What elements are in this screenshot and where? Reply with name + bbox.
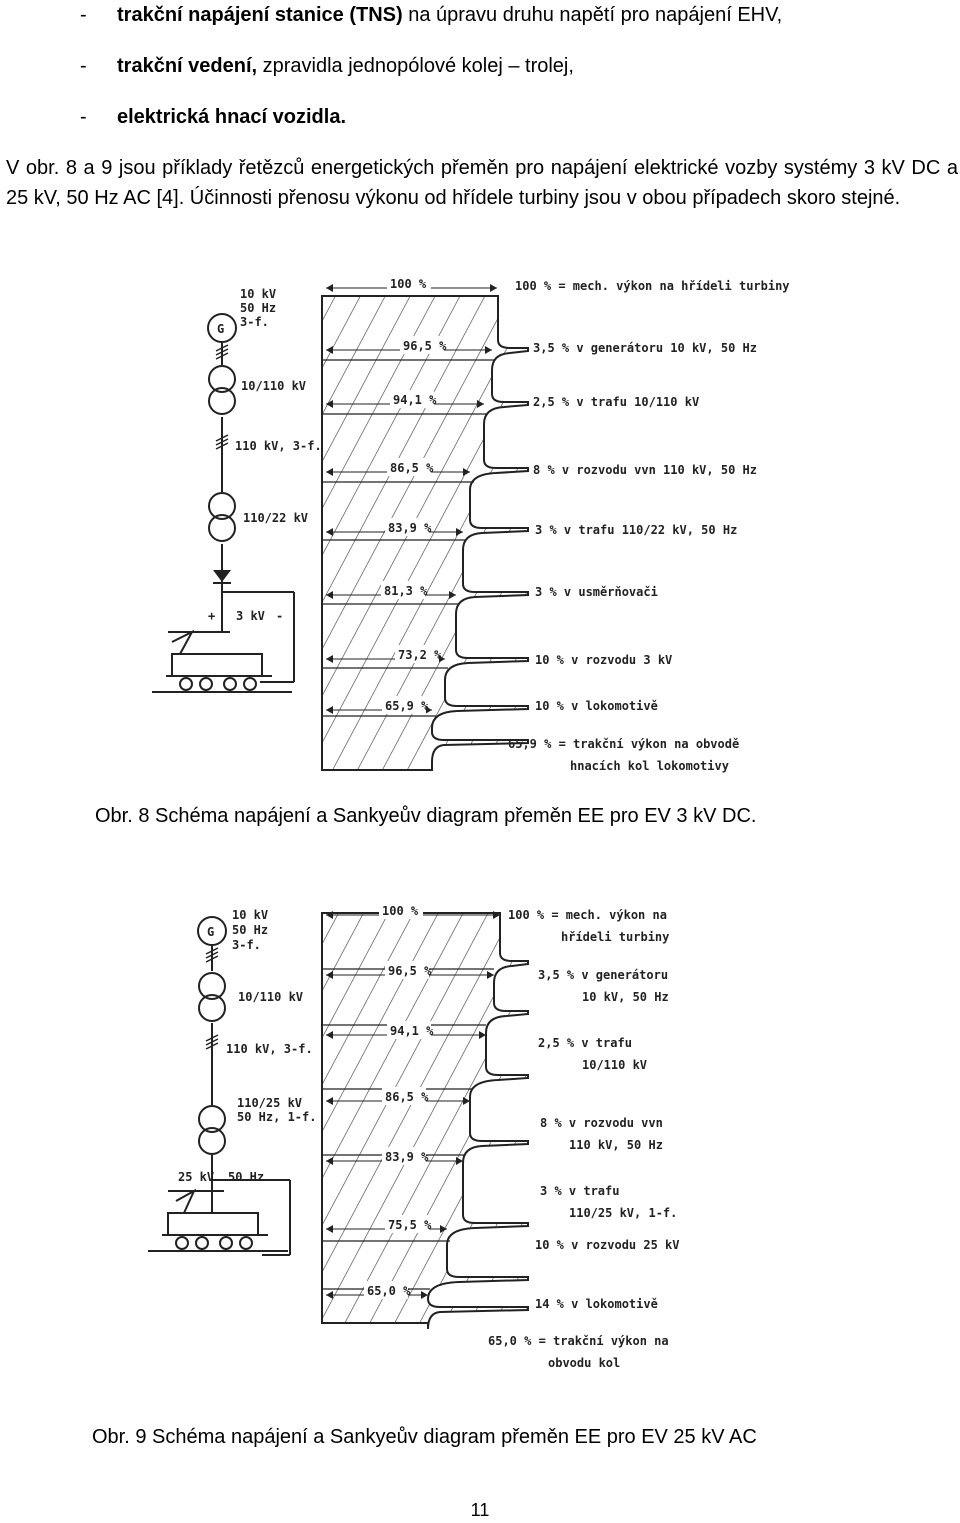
loss-label: 100 % = mech. výkon na <box>508 908 667 922</box>
ac-voltage: 25 kV <box>178 1170 215 1184</box>
ac-frequency: 50 Hz <box>228 1170 265 1184</box>
figure-8-drawing <box>0 270 960 790</box>
loss-label: 110 kV, 50 Hz <box>569 1138 663 1152</box>
hv-line-label: 110 kV, 3-f. <box>235 439 322 453</box>
loss-label: obvodu kol <box>548 1356 621 1370</box>
figure-8-caption: Obr. 8 Schéma napájení a Sankyeův diagram přeměn EE pro EV 3 kV DC. <box>95 805 757 827</box>
locomotive-wheel <box>244 678 256 690</box>
loss-label: 8 % v rozvodu vvn 110 kV, 50 Hz <box>533 463 757 477</box>
locomotive-wheel <box>200 678 212 690</box>
loss-label: 10 % v lokomotivě <box>535 699 658 713</box>
arrow-head <box>490 284 497 292</box>
dc-plus: + <box>208 609 216 623</box>
loss-label: 65,0 % = trakční výkon na <box>488 1334 669 1348</box>
loss-label: hnacích kol lokomotivy <box>570 759 729 773</box>
arrow-head <box>326 284 333 292</box>
dc-voltage: 3 kV <box>236 609 265 623</box>
figure-9-caption: Obr. 9 Schéma napájení a Sankyeův diagram přeměn EE pro EV 25 kV AC <box>92 1426 757 1448</box>
rectifier-diode <box>213 570 231 582</box>
loss-label: 10/110 kV <box>582 1058 648 1072</box>
loss-label: 3,5 % v generátoru <box>538 968 669 982</box>
loss-label: 3 % v usměrňovači <box>535 585 658 599</box>
loss-label: 10 % v rozvodu 3 kV <box>535 653 673 667</box>
loss-label: 110/25 kV, 1-f. <box>569 1206 678 1220</box>
dc-minus: - <box>276 609 284 623</box>
transformer-1-label: 10/110 kV <box>241 379 307 393</box>
band-label: 94,1 % <box>393 393 437 407</box>
generator-rating: 50 Hz <box>240 301 277 315</box>
loss-label: 100 % = mech. výkon na hřídeli turbiny <box>515 279 790 293</box>
loss-label: 2,5 % v trafu <box>538 1036 632 1050</box>
bullet-item: - trakční napájení stanice (TNS) na úpravu druhu napětí pro napájení EHV, <box>80 4 783 26</box>
generator-rating: 3-f. <box>232 938 261 952</box>
band-label: 65,0 % <box>367 1284 411 1298</box>
locomotive-wheel <box>176 1237 188 1249</box>
band-label: 86,5 % <box>385 1090 429 1104</box>
loss-label: 8 % v rozvodu vvn <box>540 1116 663 1130</box>
band-label: 86,5 % <box>390 461 434 475</box>
locomotive-body <box>172 654 262 676</box>
band-label: 81,3 % <box>384 584 428 598</box>
loss-label: 10 % v rozvodu 25 kV <box>535 1238 680 1252</box>
band-label: 65,9 % <box>385 699 429 713</box>
locomotive-body <box>168 1213 258 1235</box>
hv-line-label: 110 kV, 3-f. <box>226 1042 313 1056</box>
transformer-2-label: 50 Hz, 1-f. <box>237 1110 317 1124</box>
pantograph <box>172 632 192 654</box>
band-label: 94,1 % <box>390 1024 434 1038</box>
generator-rating: 10 kV <box>232 908 269 922</box>
loss-label: hřídeli turbiny <box>561 930 670 944</box>
transformer-2-label: 110/22 kV <box>243 511 309 525</box>
figure-9 <box>0 893 960 1393</box>
generator-rating: 50 Hz <box>232 923 269 937</box>
locomotive-wheel <box>224 678 236 690</box>
loss-label: 65,9 % = trakční výkon na obvodě <box>508 737 740 751</box>
loss-label: 10 kV, 50 Hz <box>582 990 669 1004</box>
band-label: 83,9 % <box>385 1150 429 1164</box>
bullet-item: - trakční vedení, zpravidla jednopólové kolej – trolej, <box>80 55 574 77</box>
locomotive-wheel <box>180 678 192 690</box>
band-label: 73,2 % <box>398 648 442 662</box>
loss-label: 3 % v trafu <box>540 1184 620 1198</box>
locomotive-wheel <box>220 1237 232 1249</box>
locomotive-wheel <box>240 1237 252 1249</box>
pantograph <box>176 1191 194 1213</box>
loss-label: 3,5 % v generátoru 10 kV, 50 Hz <box>533 341 757 355</box>
generator-label: G <box>217 322 225 336</box>
figure-8 <box>0 270 960 790</box>
page-number: 11 <box>470 1500 490 1520</box>
band-label: 75,5 % <box>388 1218 432 1232</box>
locomotive-wheel <box>196 1237 208 1249</box>
generator-rating: 10 kV <box>240 287 277 301</box>
loss-label: 14 % v lokomotivě <box>535 1297 658 1311</box>
band-label: 96,5 % <box>403 339 447 353</box>
transformer-2-label: 110/25 kV <box>237 1096 303 1110</box>
band-label: 100 % <box>390 277 427 291</box>
loss-label: 2,5 % v trafu 10/110 kV <box>533 395 700 409</box>
generator-label: G <box>207 925 215 939</box>
band-label: 83,9 % <box>388 521 432 535</box>
loss-label: 3 % v trafu 110/22 kV, 50 Hz <box>535 523 738 537</box>
band-label: 96,5 % <box>388 964 432 978</box>
generator-rating: 3-f. <box>240 315 269 329</box>
bullet-item: - elektrická hnací vozidla. <box>80 106 346 128</box>
transformer-1-label: 10/110 kV <box>238 990 304 1004</box>
band-label: 100 % <box>382 904 419 918</box>
body-paragraph: V obr. 8 a 9 jsou příklady řetězců energetických přeměn pro napájení elektrické vozby systémy 3 kV DC a 25 kV, 50 Hz AC [4]. Účinnosti přenosu výkonu od hřídele turbiny jsou v obou případech skoro stejné. <box>6 157 958 209</box>
figure-9-drawing <box>0 893 960 1393</box>
